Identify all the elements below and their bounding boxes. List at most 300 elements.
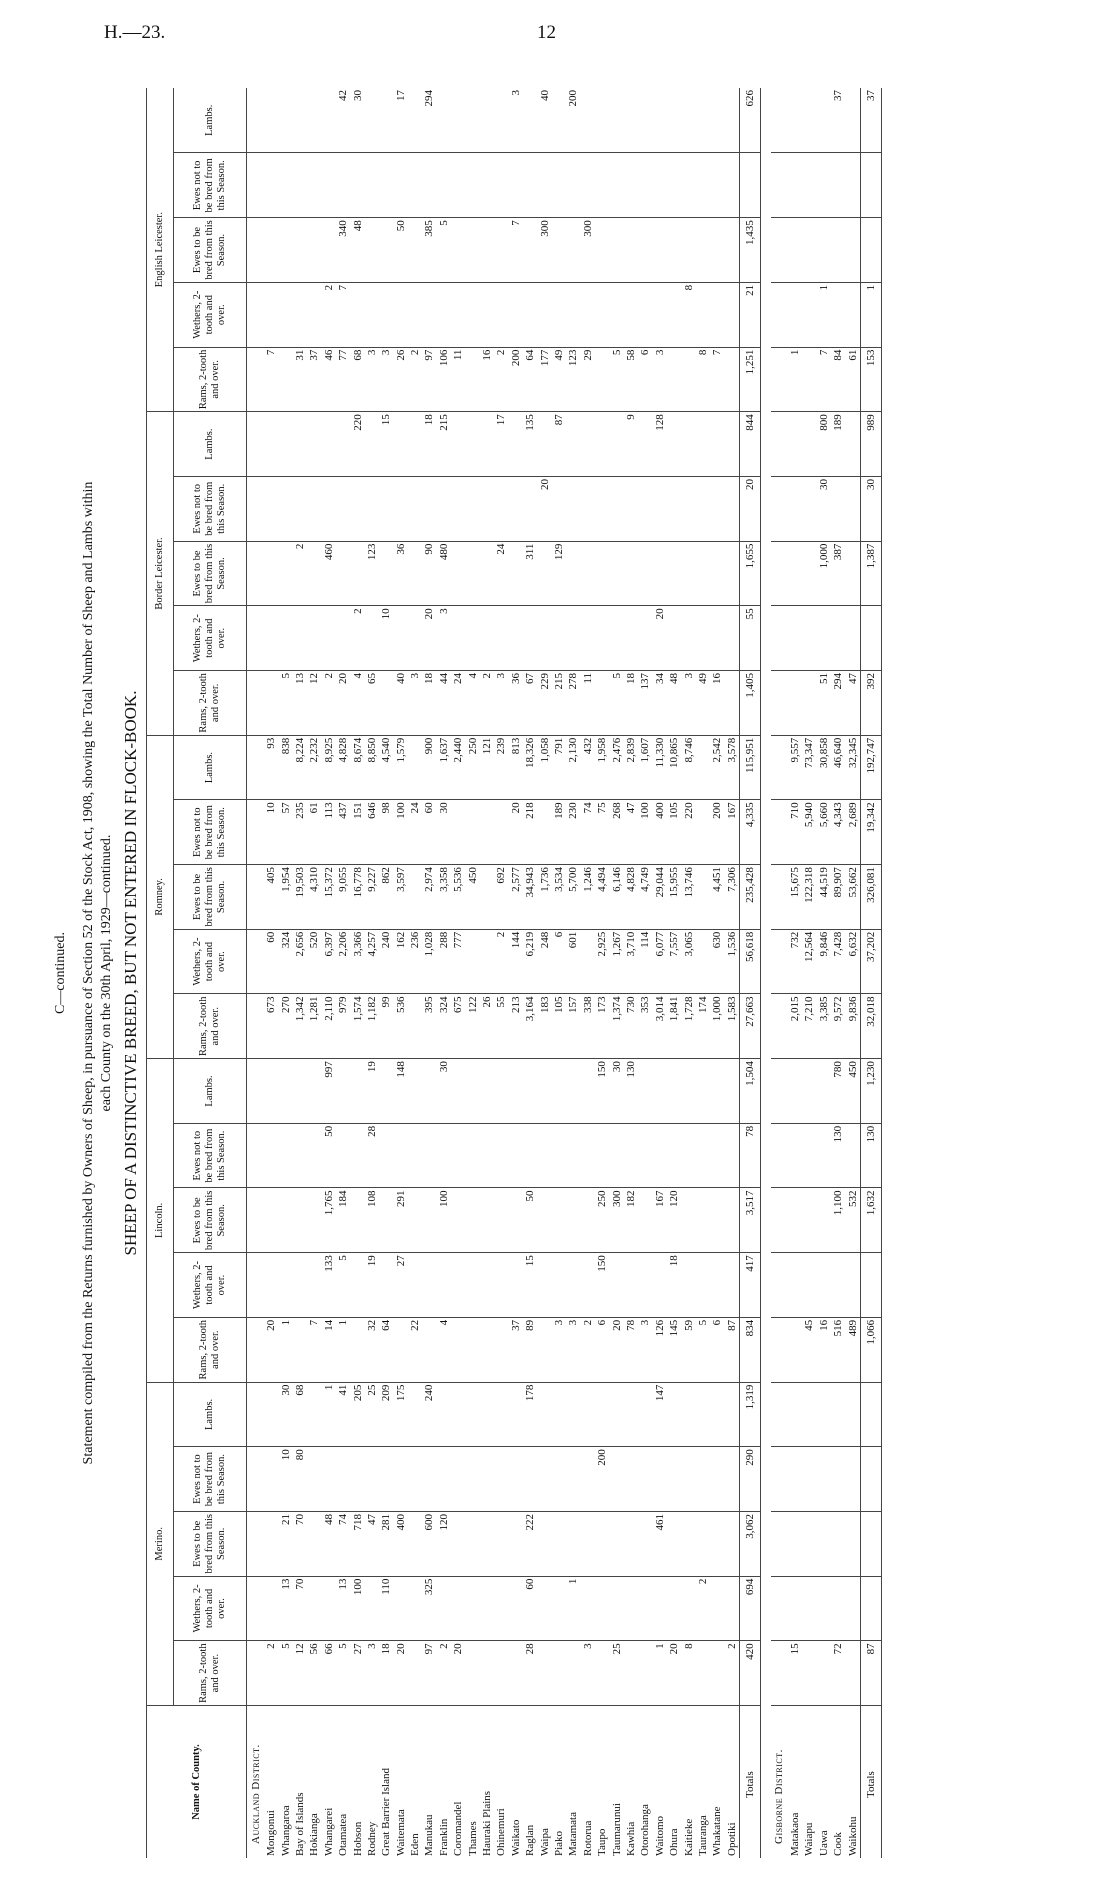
table-cell: 4,310: [307, 865, 321, 930]
table-cell: 5,660: [817, 800, 831, 865]
table-cell: 3,164: [523, 994, 537, 1059]
table-cell: [802, 1447, 816, 1512]
table-cell: 6,077: [653, 929, 667, 994]
table-cell: [322, 1447, 336, 1512]
table-cell: [422, 1253, 436, 1318]
table-cell: [696, 1641, 710, 1706]
table-cell: [379, 218, 393, 283]
table-cell: 50: [394, 218, 408, 283]
table-cell: [437, 1447, 451, 1512]
table-cell: 42: [336, 88, 350, 153]
table-cell: [725, 1253, 740, 1318]
table-cell: 230: [566, 800, 580, 865]
table-cell: 66: [322, 1641, 336, 1706]
table-cell: [379, 1059, 393, 1124]
table-cell: 20: [509, 800, 523, 865]
table-cell: [725, 412, 740, 477]
table-cell: [278, 476, 292, 541]
table-cell: [845, 1382, 860, 1447]
table-row: [422, 88, 436, 1858]
table-cell: [509, 476, 523, 541]
table-cell: 1,958: [595, 735, 609, 800]
breed-header: Border Leicester.: [147, 412, 174, 735]
table-cell: 385: [422, 218, 436, 283]
table-cell: 10: [264, 800, 278, 865]
table-cell: 46,640: [831, 735, 845, 800]
total-cell: 56,618: [739, 929, 760, 994]
table-cell: 123: [365, 541, 379, 606]
table-cell: [465, 1123, 479, 1188]
table-cell: [696, 153, 710, 218]
table-cell: 26: [394, 347, 408, 412]
table-cell: [307, 476, 321, 541]
table-cell: 800: [817, 412, 831, 477]
table-cell: 673: [264, 994, 278, 1059]
table-cell: [509, 1447, 523, 1512]
table-cell: 675: [451, 994, 465, 1059]
page-code: H.—23.: [104, 22, 166, 43]
table-cell: [581, 1511, 595, 1576]
table-cell: 2,577: [509, 865, 523, 930]
table-cell: [307, 1511, 321, 1576]
table-cell: [552, 1059, 566, 1124]
table-cell: [624, 1641, 638, 1706]
table-cell: [465, 1253, 479, 1318]
breed-header: Lincoln.: [147, 1059, 174, 1382]
total-cell: 1,066: [860, 1317, 881, 1382]
table-cell: 20: [336, 671, 350, 736]
table-cell: [802, 347, 816, 412]
empty-cell: [771, 1317, 788, 1382]
spacer-row: [760, 88, 771, 1858]
table-cell: 60: [422, 800, 436, 865]
table-cell: [379, 671, 393, 736]
table-cell: 4,749: [638, 865, 652, 930]
table-cell: [523, 282, 537, 347]
table-cell: 1: [336, 1317, 350, 1382]
table-cell: 450: [845, 1059, 860, 1124]
table-cell: [667, 347, 681, 412]
table-cell: [788, 1188, 802, 1253]
empty-cell: [771, 1059, 788, 1124]
table-cell: [624, 1447, 638, 1512]
table-cell: [552, 1188, 566, 1253]
empty-cell: [247, 1511, 265, 1576]
table-cell: 2: [293, 541, 307, 606]
table-cell: [408, 153, 422, 218]
table-cell: [710, 1576, 724, 1641]
table-cell: [408, 865, 422, 930]
table-cell: [638, 1123, 652, 1188]
county-name: Mongonui: [265, 1810, 278, 1856]
subcolumn-header: Wethers, 2-tooth and over.: [174, 1253, 247, 1318]
table-row: [667, 88, 681, 1858]
table-cell: 29: [581, 347, 595, 412]
table-cell: [710, 1188, 724, 1253]
table-cell: [845, 1576, 860, 1641]
table-cell: [552, 1253, 566, 1318]
table-cell: [451, 1188, 465, 1253]
empty-cell: [771, 1447, 788, 1512]
table-cell: [817, 1447, 831, 1512]
table-cell: [552, 476, 566, 541]
table-cell: 215: [552, 671, 566, 736]
table-cell: [350, 541, 364, 606]
table-cell: 718: [350, 1511, 364, 1576]
table-cell: [264, 671, 278, 736]
table-cell: [465, 1576, 479, 1641]
table-cell: [802, 1382, 816, 1447]
table-cell: 461: [653, 1511, 667, 1576]
empty-cell: [247, 1447, 265, 1512]
table-cell: [494, 800, 508, 865]
total-cell: 20: [739, 476, 760, 541]
table-cell: [845, 88, 860, 153]
county-name: Hauraki Plains: [481, 1790, 494, 1856]
total-cell: 27,663: [739, 994, 760, 1059]
table-cell: [465, 1641, 479, 1706]
empty-cell: [247, 1576, 265, 1641]
table-cell: 8,746: [681, 735, 695, 800]
table-cell: [566, 1059, 580, 1124]
table-cell: 325: [422, 1576, 436, 1641]
county-name: Coromandel: [452, 1801, 465, 1856]
table-cell: 218: [523, 800, 537, 865]
table-cell: [278, 1188, 292, 1253]
table-cell: [394, 282, 408, 347]
table-cell: 400: [653, 800, 667, 865]
table-cell: [264, 1447, 278, 1512]
table-cell: [696, 735, 710, 800]
empty-cell: [771, 412, 788, 477]
total-cell: 78: [739, 1123, 760, 1188]
empty-cell: [247, 218, 265, 283]
table-cell: [437, 1382, 451, 1447]
empty-cell: [247, 476, 265, 541]
table-cell: [831, 1447, 845, 1512]
table-cell: [322, 412, 336, 477]
table-cell: 2: [494, 347, 508, 412]
table-cell: 813: [509, 735, 523, 800]
breed-header: English Leicester.: [147, 88, 174, 412]
table-cell: 4,451: [710, 865, 724, 930]
table-cell: [667, 606, 681, 671]
table-cell: 7: [710, 347, 724, 412]
table-cell: [523, 88, 537, 153]
table-cell: [802, 1641, 816, 1706]
table-cell: 3,366: [350, 929, 364, 994]
table-cell: 30: [817, 476, 831, 541]
table-row: [638, 88, 652, 1858]
table-cell: [788, 1253, 802, 1318]
empty-cell: [771, 541, 788, 606]
table-cell: 5: [609, 347, 623, 412]
table-cell: [293, 282, 307, 347]
table-cell: [365, 1447, 379, 1512]
table-cell: [653, 541, 667, 606]
county-name: Rotorua: [581, 1820, 594, 1856]
table-cell: 130: [624, 1059, 638, 1124]
table-cell: [725, 88, 740, 153]
empty-cell: [247, 671, 265, 736]
table-cell: [494, 1188, 508, 1253]
county-name: Whakatane: [711, 1806, 724, 1856]
table-cell: [788, 1447, 802, 1512]
table-cell: 1,954: [278, 865, 292, 930]
table-cell: [831, 1382, 845, 1447]
table-cell: [350, 476, 364, 541]
table-cell: [667, 476, 681, 541]
table-cell: 12: [293, 1641, 307, 1706]
table-cell: 11: [581, 671, 595, 736]
table-cell: [681, 541, 695, 606]
table-cell: [278, 541, 292, 606]
table-cell: [681, 412, 695, 477]
rotated-sheet: [48, 78, 1054, 1868]
table-cell: 70: [293, 1511, 307, 1576]
table-cell: [609, 282, 623, 347]
table-cell: [725, 1123, 740, 1188]
table-cell: 2,110: [322, 994, 336, 1059]
empty-cell: [771, 153, 788, 218]
table-cell: [451, 218, 465, 283]
table-cell: [845, 1253, 860, 1318]
table-cell: [788, 282, 802, 347]
table-cell: [278, 88, 292, 153]
empty-cell: [247, 865, 265, 930]
table-cell: 300: [609, 1188, 623, 1253]
table-cell: [566, 476, 580, 541]
table-row: [681, 88, 695, 1858]
table-cell: [465, 1059, 479, 1124]
table-cell: [278, 1123, 292, 1188]
table-cell: [788, 412, 802, 477]
table-cell: [465, 347, 479, 412]
table-cell: [845, 541, 860, 606]
table-cell: [817, 1511, 831, 1576]
total-cell: 235,428: [739, 865, 760, 930]
table-cell: [566, 1447, 580, 1512]
table-cell: 209: [379, 1382, 393, 1447]
table-cell: [293, 412, 307, 477]
table-cell: 108: [365, 1188, 379, 1253]
table-cell: [394, 412, 408, 477]
table-cell: [831, 153, 845, 218]
table-cell: [609, 88, 623, 153]
table-cell: [465, 929, 479, 994]
table-cell: [379, 88, 393, 153]
table-cell: 8,224: [293, 735, 307, 800]
table-cell: 110: [379, 1576, 393, 1641]
table-cell: 60: [523, 1576, 537, 1641]
table-cell: 7,306: [725, 865, 740, 930]
table-cell: 40: [394, 671, 408, 736]
table-cell: 77: [336, 347, 350, 412]
total-cell: [860, 1576, 881, 1641]
table-cell: [408, 1059, 422, 1124]
table-cell: [710, 1641, 724, 1706]
table-cell: 64: [523, 347, 537, 412]
table-cell: 6: [638, 347, 652, 412]
table-cell: [480, 929, 494, 994]
county-name: Uawa: [817, 1830, 830, 1856]
table-cell: [523, 476, 537, 541]
table-cell: 80: [293, 1447, 307, 1512]
total-cell: 1,319: [739, 1382, 760, 1447]
table-cell: [802, 1123, 816, 1188]
table-cell: 9,846: [817, 929, 831, 994]
empty-cell: [771, 476, 788, 541]
table-cell: 1,765: [322, 1188, 336, 1253]
table-cell: [710, 1123, 724, 1188]
county-name: Kaitieke: [682, 1818, 695, 1856]
total-cell: 1,655: [739, 541, 760, 606]
table-cell: 56: [307, 1641, 321, 1706]
table-cell: 73,347: [802, 735, 816, 800]
table-cell: [465, 1317, 479, 1382]
table-cell: [638, 282, 652, 347]
county-name: Opotiki: [725, 1822, 738, 1856]
table-cell: 51: [817, 671, 831, 736]
table-cell: 182: [624, 1188, 638, 1253]
table-cell: [566, 1253, 580, 1318]
table-cell: [788, 1576, 802, 1641]
table-cell: [817, 218, 831, 283]
table-cell: [422, 1188, 436, 1253]
total-cell: 37: [860, 88, 881, 153]
table-cell: [480, 865, 494, 930]
table-cell: 250: [465, 735, 479, 800]
table-cell: [293, 1317, 307, 1382]
table-cell: [509, 1188, 523, 1253]
table-cell: 151: [350, 800, 364, 865]
table-cell: [408, 1447, 422, 1512]
table-row: [494, 88, 508, 1858]
county-name: Waikato: [509, 1819, 522, 1856]
table-cell: [408, 412, 422, 477]
table-cell: 5: [336, 1253, 350, 1318]
table-cell: [537, 1123, 551, 1188]
totals-row: [739, 88, 760, 1858]
table-cell: [509, 1641, 523, 1706]
table-cell: 1: [566, 1576, 580, 1641]
table-cell: [817, 1641, 831, 1706]
table-cell: 68: [293, 1382, 307, 1447]
table-cell: [725, 218, 740, 283]
table-cell: 5: [336, 1641, 350, 1706]
table-cell: [817, 88, 831, 153]
empty-cell: [247, 929, 265, 994]
table-cell: 291: [394, 1188, 408, 1253]
table-cell: [552, 1123, 566, 1188]
subcolumn-header-row: [174, 88, 247, 1858]
table-cell: [624, 1123, 638, 1188]
table-row: [845, 88, 860, 1858]
table-cell: [566, 218, 580, 283]
table-cell: 200: [566, 88, 580, 153]
table-cell: [831, 218, 845, 283]
table-cell: 25: [365, 1382, 379, 1447]
table-cell: [379, 1123, 393, 1188]
table-cell: [365, 412, 379, 477]
table-cell: [322, 1576, 336, 1641]
table-cell: [537, 606, 551, 671]
table-cell: 36: [509, 671, 523, 736]
table-cell: 183: [537, 994, 551, 1059]
table-cell: [788, 88, 802, 153]
table-cell: [581, 1382, 595, 1447]
table-cell: [653, 88, 667, 153]
table-cell: [509, 1382, 523, 1447]
table-cell: 2,925: [595, 929, 609, 994]
table-cell: [480, 800, 494, 865]
table-cell: [523, 1447, 537, 1512]
total-cell: 989: [860, 412, 881, 477]
table-row: [788, 88, 802, 1858]
table-cell: 1,728: [681, 994, 695, 1059]
table-cell: [696, 282, 710, 347]
table-cell: [552, 218, 566, 283]
total-cell: [860, 606, 881, 671]
subcolumn-header: Lambs.: [174, 735, 247, 800]
table-cell: 19: [365, 1059, 379, 1124]
table-cell: 157: [566, 994, 580, 1059]
table-cell: 1,342: [293, 994, 307, 1059]
empty-cell: [247, 153, 265, 218]
empty-cell: [771, 1123, 788, 1188]
table-cell: [465, 606, 479, 671]
table-cell: 22: [408, 1317, 422, 1382]
table-cell: 32: [365, 1317, 379, 1382]
table-cell: 70: [293, 1576, 307, 1641]
table-cell: [379, 153, 393, 218]
table-cell: 300: [537, 218, 551, 283]
table-cell: [322, 153, 336, 218]
breed-header-row: [147, 88, 174, 1858]
table-cell: [552, 1641, 566, 1706]
table-cell: [451, 1317, 465, 1382]
table-cell: 20: [394, 1641, 408, 1706]
table-cell: 123: [566, 347, 580, 412]
table-cell: [696, 541, 710, 606]
subcolumn-header: Wethers, 2-tooth and over.: [174, 1576, 247, 1641]
table-cell: 8: [681, 282, 695, 347]
table-cell: [509, 153, 523, 218]
table-cell: 229: [537, 671, 551, 736]
table-cell: [566, 1641, 580, 1706]
table-cell: [802, 1059, 816, 1124]
table-cell: [307, 1253, 321, 1318]
table-cell: 7,557: [667, 929, 681, 994]
table-cell: 7: [307, 1317, 321, 1382]
county-name: Matakaoa: [789, 1812, 802, 1856]
table-cell: 120: [667, 1188, 681, 1253]
table-cell: [336, 153, 350, 218]
table-cell: [365, 606, 379, 671]
table-cell: 47: [365, 1511, 379, 1576]
table-cell: [653, 1059, 667, 1124]
empty-cell: [247, 800, 265, 865]
total-cell: 1,230: [860, 1059, 881, 1124]
table-cell: 128: [653, 412, 667, 477]
county-name: Cook: [832, 1832, 845, 1856]
table-cell: [494, 1447, 508, 1512]
table-cell: 20: [264, 1317, 278, 1382]
table-cell: 1,841: [667, 994, 681, 1059]
table-cell: [307, 1123, 321, 1188]
table-cell: 48: [667, 671, 681, 736]
table-cell: [581, 1253, 595, 1318]
